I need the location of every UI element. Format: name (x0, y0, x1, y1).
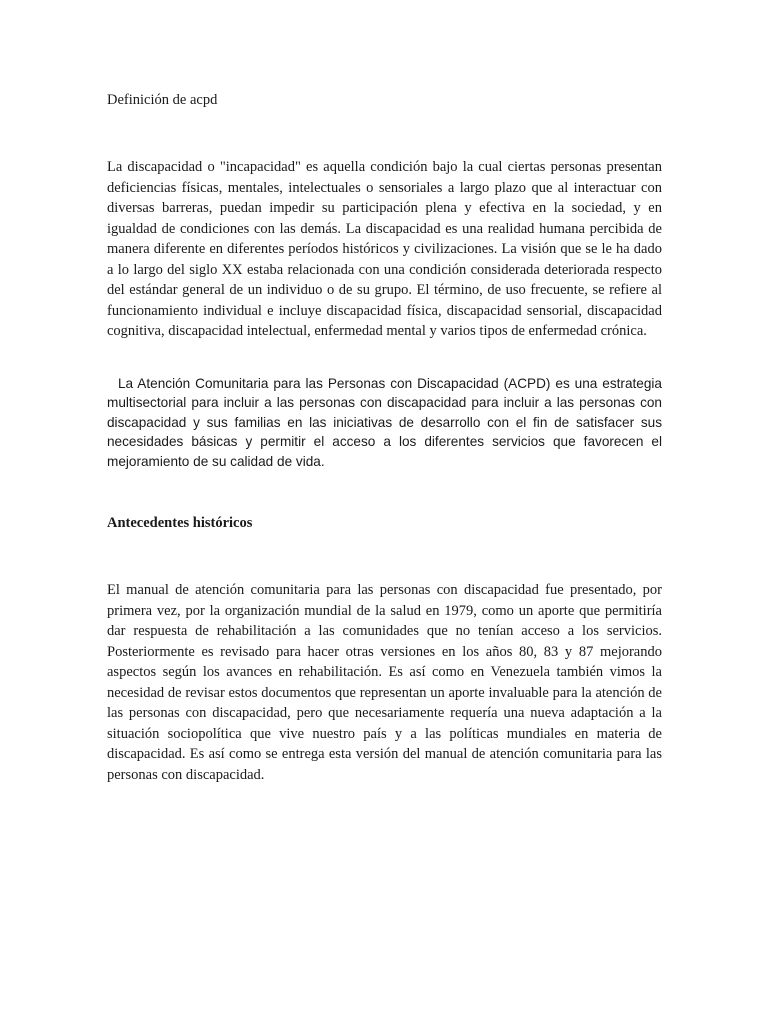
paragraph-acpd: La Atención Comunitaria para las Personas con Discapacidad (ACPD) es una estrategia multisectorial para incluir a las personas con discapacidad para incluir a las personas con discapacidad y sus familias en las iniciativas de desarrollo con el fin de satisfacer sus necesidades básicas y permitir el acceso a los diferentes servicios que favorecen el mejoramiento de su calidad de vida. (107, 376, 662, 469)
section-heading-antecedentes: Antecedentes históricos (107, 515, 253, 531)
document-title: Definición de acpd (107, 92, 218, 108)
paragraph-definition: La discapacidad o "incapacidad" es aquella condición bajo la cual ciertas personas presentan deficiencias físicas, mentales, intelectuales o sensoriales a largo plazo que al interactuar con diversas barreras, puedan impedir su participación plena y efectiva en la sociedad, y en igualdad de condiciones con las demás. La discapacidad es una realidad humana percibida de manera diferente en diferentes períodos históricos y civilizaciones. La visión que se le ha dado a lo largo del siglo XX estaba relacionada con una condición considerada deteriorada respecto del estándar general de un individuo o de su grupo. El término, de uso frecuente, se refiere al funcionamiento individual e incluye discapacidad física, discapacidad sensorial, discapacidad cognitiva, discapacidad intelectual, enfermedad mental y varios tipos de enfermedad crónica. (107, 159, 662, 339)
paragraph-antecedentes: El manual de atención comunitaria para las personas con discapacidad fue presentado, por primera vez, por la organización mundial de la salud en 1979, como un aporte que permitiría dar respuesta de rehabilitación a las comunidades que no tenían acceso a los servicios. Posteriormente es revisado para hacer otras versiones en los años 80, 83 y 87 mejorando aspectos según los avances en rehabilitación. Es así como en Venezuela también vimos la necesidad de revisar estos documentos que representan un aporte invaluable para la atención de las personas con discapacidad, pero que necesariamente requería una nueva adaptación a la situación sociopolítica que vive nuestro país y a las políticas mundiales en materia de discapacidad. Es así como se entrega esta versión del manual de atención comunitaria para las personas con discapacidad. (107, 582, 662, 783)
